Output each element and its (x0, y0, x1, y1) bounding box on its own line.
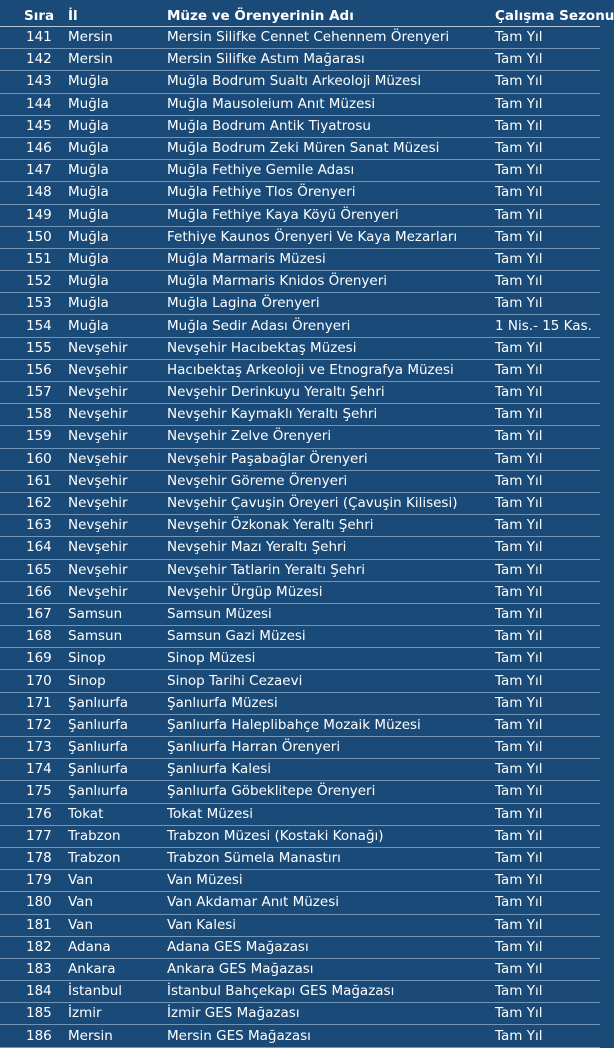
cell-name: Muğla Bodrum Antik Tiyatrosu (164, 115, 492, 137)
cell-il: Tokat (64, 803, 164, 825)
cell-no: 182 (0, 936, 64, 958)
cell-no: 149 (0, 204, 64, 226)
cell-no: 173 (0, 737, 64, 759)
table-row (0, 49, 600, 71)
cell-name: Ankara GES Mağazası (164, 958, 492, 980)
cell-no: 164 (0, 537, 64, 559)
cell-il: Muğla (64, 204, 164, 226)
cell-season: 1 Nis.- 15 Kas. (492, 315, 600, 337)
cell-name: Muğla Marmaris Müzesi (164, 248, 492, 270)
table-row (0, 448, 600, 470)
cell-season: Tam Yıl (492, 204, 600, 226)
cell-il: Mersin (64, 1025, 164, 1047)
cell-il: Sinop (64, 648, 164, 670)
table-row (0, 737, 600, 759)
cell-name: Trabzon Sümela Manastırı (164, 847, 492, 869)
table-row (0, 626, 600, 648)
cell-name: Van Kalesi (164, 914, 492, 936)
table-row (0, 714, 600, 736)
cell-il: Muğla (64, 293, 164, 315)
cell-no: 176 (0, 803, 64, 825)
cell-name: Muğla Fethiye Gemile Adası (164, 160, 492, 182)
cell-no: 151 (0, 248, 64, 270)
cell-no: 170 (0, 670, 64, 692)
cell-season: Tam Yıl (492, 692, 600, 714)
table-header-row (0, 6, 600, 27)
cell-season: Tam Yıl (492, 27, 600, 49)
table-row (0, 492, 600, 514)
cell-il: Nevşehir (64, 404, 164, 426)
table-row (0, 981, 600, 1003)
cell-no: 166 (0, 581, 64, 603)
table-row (0, 71, 600, 93)
cell-no: 175 (0, 781, 64, 803)
cell-season: Tam Yıl (492, 426, 600, 448)
cell-no: 172 (0, 714, 64, 736)
table-row (0, 559, 600, 581)
cell-il: Şanlıurfa (64, 714, 164, 736)
table-row (0, 936, 600, 958)
cell-no: 146 (0, 137, 64, 159)
table-row (0, 847, 600, 869)
cell-season: Tam Yıl (492, 71, 600, 93)
cell-il: Muğla (64, 271, 164, 293)
cell-il: Şanlıurfa (64, 781, 164, 803)
cell-name: İstanbul Bahçekapı GES Mağazası (164, 981, 492, 1003)
cell-season: Tam Yıl (492, 825, 600, 847)
cell-no: 143 (0, 71, 64, 93)
cell-il: Nevşehir (64, 426, 164, 448)
cell-no: 161 (0, 470, 64, 492)
table-row (0, 382, 600, 404)
cell-season: Tam Yıl (492, 137, 600, 159)
cell-name: Adana GES Mağazası (164, 936, 492, 958)
cell-no: 168 (0, 626, 64, 648)
cell-season: Tam Yıl (492, 359, 600, 381)
cell-name: Mersin Silifke Astım Mağarası (164, 49, 492, 71)
cell-name: Sinop Tarihi Cezaevi (164, 670, 492, 692)
cell-name: Şanlıurfa Göbeklitepe Örenyeri (164, 781, 492, 803)
cell-no: 157 (0, 382, 64, 404)
cell-il: Muğla (64, 137, 164, 159)
table-row (0, 293, 600, 315)
cell-il: Nevşehir (64, 559, 164, 581)
table-row (0, 404, 600, 426)
header-name: Müze ve Örenyerinin Adı (164, 6, 492, 27)
header-no: Sıra (0, 6, 64, 27)
cell-season: Tam Yıl (492, 603, 600, 625)
cell-no: 153 (0, 293, 64, 315)
cell-name: Samsun Gazi Müzesi (164, 626, 492, 648)
cell-no: 156 (0, 359, 64, 381)
cell-no: 165 (0, 559, 64, 581)
cell-name: Mersin Silifke Cennet Cehennem Örenyeri (164, 27, 492, 49)
cell-no: 183 (0, 958, 64, 980)
table-row (0, 803, 600, 825)
cell-no: 141 (0, 27, 64, 49)
cell-il: Nevşehir (64, 448, 164, 470)
table-row (0, 182, 600, 204)
cell-season: Tam Yıl (492, 226, 600, 248)
table-row (0, 337, 600, 359)
table-row (0, 27, 600, 49)
cell-name: Muğla Marmaris Knidos Örenyeri (164, 271, 492, 293)
table-row (0, 958, 600, 980)
cell-no: 181 (0, 914, 64, 936)
cell-name: Muğla Fethiye Kaya Köyü Örenyeri (164, 204, 492, 226)
cell-no: 152 (0, 271, 64, 293)
table-row (0, 515, 600, 537)
table-row (0, 1003, 600, 1025)
cell-name: Nevşehir Çavuşin Öreyeri (Çavuşin Kilisesi) (164, 492, 492, 514)
cell-no: 160 (0, 448, 64, 470)
cell-il: Mersin (64, 49, 164, 71)
header-season: Çalışma Sezonu (492, 6, 600, 27)
table-row (0, 892, 600, 914)
cell-no: 177 (0, 825, 64, 847)
cell-name: Van Akdamar Anıt Müzesi (164, 892, 492, 914)
table-row (0, 914, 600, 936)
cell-il: Nevşehir (64, 492, 164, 514)
cell-season: Tam Yıl (492, 382, 600, 404)
table-row (0, 603, 600, 625)
cell-name: Muğla Bodrum Zeki Müren Sanat Müzesi (164, 137, 492, 159)
table-row (0, 226, 600, 248)
cell-name: Nevşehir Özkonak Yeraltı Şehri (164, 515, 492, 537)
cell-il: Muğla (64, 160, 164, 182)
cell-season: Tam Yıl (492, 515, 600, 537)
cell-season: Tam Yıl (492, 115, 600, 137)
table-row (0, 581, 600, 603)
cell-name: Nevşehir Zelve Örenyeri (164, 426, 492, 448)
cell-il: Şanlıurfa (64, 759, 164, 781)
cell-no: 180 (0, 892, 64, 914)
cell-name: Sinop Müzesi (164, 648, 492, 670)
cell-no: 147 (0, 160, 64, 182)
table-row (0, 204, 600, 226)
cell-season: Tam Yıl (492, 537, 600, 559)
cell-il: Mersin (64, 27, 164, 49)
cell-name: Tokat Müzesi (164, 803, 492, 825)
cell-il: Samsun (64, 626, 164, 648)
cell-il: Şanlıurfa (64, 692, 164, 714)
cell-il: Nevşehir (64, 581, 164, 603)
cell-season: Tam Yıl (492, 626, 600, 648)
cell-il: Nevşehir (64, 359, 164, 381)
cell-season: Tam Yıl (492, 847, 600, 869)
cell-name: Nevşehir Mazı Yeraltı Şehri (164, 537, 492, 559)
cell-season: Tam Yıl (492, 1025, 600, 1047)
cell-no: 179 (0, 870, 64, 892)
cell-name: Şanlıurfa Müzesi (164, 692, 492, 714)
cell-il: Nevşehir (64, 470, 164, 492)
cell-il: Muğla (64, 115, 164, 137)
table-row (0, 670, 600, 692)
cell-season: Tam Yıl (492, 914, 600, 936)
table-row (0, 248, 600, 270)
table-row (0, 648, 600, 670)
cell-season: Tam Yıl (492, 470, 600, 492)
cell-name: Nevşehir Ürgüp Müzesi (164, 581, 492, 603)
cell-name: Mersin GES Mağazası (164, 1025, 492, 1047)
table-row (0, 359, 600, 381)
cell-il: Trabzon (64, 825, 164, 847)
cell-no: 158 (0, 404, 64, 426)
cell-no: 186 (0, 1025, 64, 1047)
cell-name: Fethiye Kaunos Örenyeri Ve Kaya Mezarları (164, 226, 492, 248)
cell-il: İstanbul (64, 981, 164, 1003)
cell-name: Muğla Lagina Örenyeri (164, 293, 492, 315)
cell-no: 145 (0, 115, 64, 137)
cell-il: İzmir (64, 1003, 164, 1025)
cell-name: Şanlıurfa Haleplibahçe Mozaik Müzesi (164, 714, 492, 736)
table-row (0, 93, 600, 115)
cell-season: Tam Yıl (492, 892, 600, 914)
table-row (0, 692, 600, 714)
table-row (0, 537, 600, 559)
cell-season: Tam Yıl (492, 448, 600, 470)
cell-il: Muğla (64, 248, 164, 270)
cell-name: Şanlıurfa Kalesi (164, 759, 492, 781)
cell-no: 148 (0, 182, 64, 204)
cell-name: Muğla Fethiye Tlos Örenyeri (164, 182, 492, 204)
table-row (0, 870, 600, 892)
cell-season: Tam Yıl (492, 648, 600, 670)
cell-season: Tam Yıl (492, 93, 600, 115)
cell-season: Tam Yıl (492, 759, 600, 781)
cell-name: Nevşehir Hacıbektaş Müzesi (164, 337, 492, 359)
table-row (0, 115, 600, 137)
cell-no: 155 (0, 337, 64, 359)
cell-il: Muğla (64, 71, 164, 93)
cell-season: Tam Yıl (492, 248, 600, 270)
cell-name: Şanlıurfa Harran Örenyeri (164, 737, 492, 759)
cell-il: Muğla (64, 226, 164, 248)
cell-no: 185 (0, 1003, 64, 1025)
cell-name: İzmir GES Mağazası (164, 1003, 492, 1025)
cell-season: Tam Yıl (492, 492, 600, 514)
cell-il: Ankara (64, 958, 164, 980)
cell-il: Samsun (64, 603, 164, 625)
cell-name: Nevşehir Tatlarin Yeraltı Şehri (164, 559, 492, 581)
cell-il: Trabzon (64, 847, 164, 869)
cell-no: 163 (0, 515, 64, 537)
cell-name: Muğla Bodrum Sualtı Arkeoloji Müzesi (164, 71, 492, 93)
cell-il: Adana (64, 936, 164, 958)
cell-name: Hacıbektaş Arkeoloji ve Etnografya Müzesi (164, 359, 492, 381)
cell-il: Şanlıurfa (64, 737, 164, 759)
cell-il: Muğla (64, 315, 164, 337)
cell-season: Tam Yıl (492, 559, 600, 581)
table-row (0, 271, 600, 293)
cell-il: Nevşehir (64, 537, 164, 559)
cell-il: Muğla (64, 93, 164, 115)
cell-il: Van (64, 892, 164, 914)
cell-season: Tam Yıl (492, 714, 600, 736)
cell-season: Tam Yıl (492, 737, 600, 759)
cell-season: Tam Yıl (492, 670, 600, 692)
table-row (0, 781, 600, 803)
cell-name: Nevşehir Kaymaklı Yeraltı Şehri (164, 404, 492, 426)
cell-name: Muğla Sedir Adası Örenyeri (164, 315, 492, 337)
cell-season: Tam Yıl (492, 958, 600, 980)
cell-season: Tam Yıl (492, 1003, 600, 1025)
cell-no: 142 (0, 49, 64, 71)
cell-no: 159 (0, 426, 64, 448)
table-body (0, 27, 600, 1048)
cell-il: Nevşehir (64, 382, 164, 404)
cell-season: Tam Yıl (492, 936, 600, 958)
cell-season: Tam Yıl (492, 271, 600, 293)
cell-name: Van Müzesi (164, 870, 492, 892)
cell-no: 167 (0, 603, 64, 625)
table-row (0, 1025, 600, 1047)
cell-no: 169 (0, 648, 64, 670)
cell-season: Tam Yıl (492, 404, 600, 426)
cell-name: Samsun Müzesi (164, 603, 492, 625)
cell-season: Tam Yıl (492, 981, 600, 1003)
header-il: İl (64, 6, 164, 27)
cell-il: Van (64, 870, 164, 892)
table-row (0, 137, 600, 159)
cell-no: 162 (0, 492, 64, 514)
cell-il: Sinop (64, 670, 164, 692)
cell-il: Van (64, 914, 164, 936)
cell-no: 184 (0, 981, 64, 1003)
cell-il: Nevşehir (64, 515, 164, 537)
cell-season: Tam Yıl (492, 803, 600, 825)
cell-season: Tam Yıl (492, 293, 600, 315)
cell-name: Trabzon Müzesi (Kostaki Konağı) (164, 825, 492, 847)
cell-no: 171 (0, 692, 64, 714)
table-row (0, 825, 600, 847)
cell-season: Tam Yıl (492, 49, 600, 71)
cell-season: Tam Yıl (492, 160, 600, 182)
cell-no: 144 (0, 93, 64, 115)
cell-no: 154 (0, 315, 64, 337)
cell-name: Nevşehir Göreme Örenyeri (164, 470, 492, 492)
cell-il: Nevşehir (64, 337, 164, 359)
cell-no: 174 (0, 759, 64, 781)
cell-no: 150 (0, 226, 64, 248)
cell-season: Tam Yıl (492, 781, 600, 803)
cell-no: 178 (0, 847, 64, 869)
table-row (0, 315, 600, 337)
table-row (0, 470, 600, 492)
table-row (0, 759, 600, 781)
cell-season: Tam Yıl (492, 581, 600, 603)
cell-season: Tam Yıl (492, 182, 600, 204)
table-row (0, 160, 600, 182)
table-row (0, 426, 600, 448)
cell-name: Nevşehir Paşabağlar Örenyeri (164, 448, 492, 470)
cell-season: Tam Yıl (492, 870, 600, 892)
cell-name: Nevşehir Derinkuyu Yeraltı Şehri (164, 382, 492, 404)
cell-name: Muğla Mausoleium Anıt Müzesi (164, 93, 492, 115)
cell-season: Tam Yıl (492, 337, 600, 359)
museum-table (0, 6, 614, 1048)
cell-il: Muğla (64, 182, 164, 204)
